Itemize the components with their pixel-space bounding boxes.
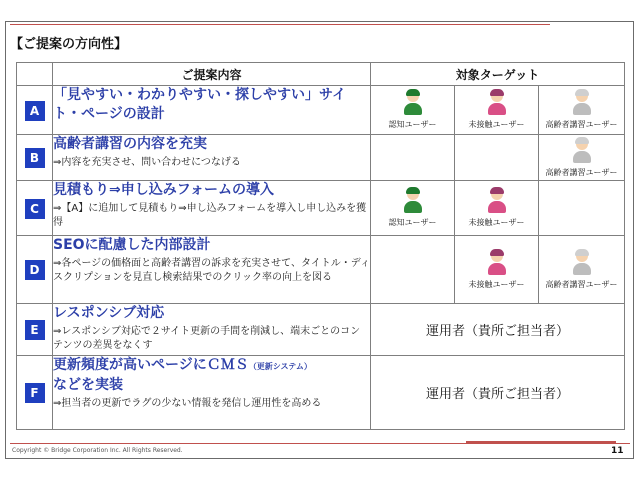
row-title: 高齢者講習の内容を充実 bbox=[53, 136, 207, 152]
row-description: ⇒内容を充実させ、問い合わせにつなげる bbox=[53, 157, 241, 168]
table-row bbox=[17, 356, 625, 430]
target-empty bbox=[539, 181, 625, 236]
row-title bbox=[53, 356, 370, 376]
page-number: 11 bbox=[611, 446, 624, 456]
target-label: 認知ユーザー bbox=[388, 218, 437, 227]
header-target: 対象ターゲット bbox=[371, 63, 625, 86]
target-misesshoku bbox=[455, 86, 539, 135]
target-label: 未接触ユーザー bbox=[468, 218, 525, 227]
row-letter-badge: D bbox=[25, 260, 45, 280]
table-row bbox=[17, 181, 625, 236]
row-letter-badge: F bbox=[25, 383, 45, 403]
user-pink-icon bbox=[486, 188, 508, 214]
row-title: 「見やすい・わかりやすい・探しやすい」サイト・ページの設計 bbox=[53, 87, 347, 122]
target-empty bbox=[371, 236, 455, 304]
target-label: 未接触ユーザー bbox=[468, 120, 525, 129]
row-content bbox=[53, 236, 371, 304]
row-description: ⇒レスポンシブ対応で２サイト更新の手間を削減し、端末ごとのコンテンツの差異をなくす bbox=[53, 326, 361, 351]
row-content bbox=[53, 135, 371, 181]
footer-line bbox=[10, 443, 630, 444]
slide-title: 【ご提案の方向性】 bbox=[10, 37, 128, 52]
target-koreisha bbox=[539, 236, 625, 304]
row-letter-badge: B bbox=[25, 148, 45, 168]
row-description: ⇒各ページの価格面と高齢者講習の訴求を充実させて、タイトル・ディスクリプションを見直し検索結果でのクリック率の向上を図る bbox=[53, 258, 370, 283]
target-label: 高齢者講習ユーザー bbox=[545, 167, 618, 177]
target-label: 未接触ユーザー bbox=[468, 279, 525, 289]
row-title: 見積もり⇒申し込みフォームの導入 bbox=[53, 182, 275, 198]
footer-accent-line bbox=[466, 441, 616, 443]
table-header-row bbox=[17, 63, 625, 86]
target-label: 高齢者講習ユーザー bbox=[545, 120, 618, 129]
table-row bbox=[17, 236, 625, 304]
target-empty bbox=[455, 135, 539, 181]
row-description: ⇒【A】に追加して見積もり⇒申し込みフォームを導入し申し込みを獲得 bbox=[53, 203, 367, 228]
row-title-line2: などを実装 bbox=[53, 377, 123, 393]
copyright: Copyright © Bridge Corporation Inc. All Rights Reserved. bbox=[12, 447, 183, 454]
user-pink-icon bbox=[486, 90, 508, 116]
target-label: 高齢者講習ユーザー bbox=[545, 279, 618, 289]
user-elderly-icon bbox=[571, 138, 593, 164]
row-content bbox=[53, 356, 371, 430]
header-content: ご提案内容 bbox=[53, 63, 371, 86]
user-elderly-icon bbox=[571, 250, 593, 276]
table-row bbox=[17, 86, 625, 135]
row-title-main: 更新頻度が高いページにＣＭＳ bbox=[53, 357, 249, 373]
row-content bbox=[53, 181, 371, 236]
title-accent-line bbox=[10, 24, 550, 25]
target-misesshoku bbox=[455, 181, 539, 236]
row-title-note: （更新システム） bbox=[248, 362, 312, 371]
user-pink-icon bbox=[486, 250, 508, 276]
row-letter-badge: E bbox=[25, 320, 45, 340]
target-koreisha bbox=[539, 135, 625, 181]
target-operator: 運用者（貴所ご担当者） bbox=[371, 356, 625, 430]
target-ninchi bbox=[371, 86, 455, 135]
proposal-table bbox=[16, 62, 625, 430]
table-row bbox=[17, 135, 625, 181]
row-letter-badge: C bbox=[25, 199, 45, 219]
target-misesshoku bbox=[455, 236, 539, 304]
row-content bbox=[53, 86, 371, 135]
user-green-icon bbox=[402, 188, 424, 214]
header-blank bbox=[17, 63, 53, 86]
row-content bbox=[53, 304, 371, 356]
row-title: レスポンシブ対応 bbox=[53, 305, 165, 321]
target-koreisha bbox=[539, 86, 625, 135]
target-empty bbox=[371, 135, 455, 181]
row-letter-badge: A bbox=[25, 101, 45, 121]
row-description: ⇒担当者の更新でラグの少ない情報を発信し運用性を高める bbox=[53, 398, 322, 409]
target-ninchi bbox=[371, 181, 455, 236]
user-green-icon bbox=[402, 90, 424, 116]
table-row bbox=[17, 304, 625, 356]
target-label: 認知ユーザー bbox=[388, 120, 437, 129]
target-operator: 運用者（貴所ご担当者） bbox=[371, 304, 625, 356]
user-elderly-icon bbox=[571, 90, 593, 116]
row-title: SEOに配慮した内部設計 bbox=[53, 237, 211, 253]
